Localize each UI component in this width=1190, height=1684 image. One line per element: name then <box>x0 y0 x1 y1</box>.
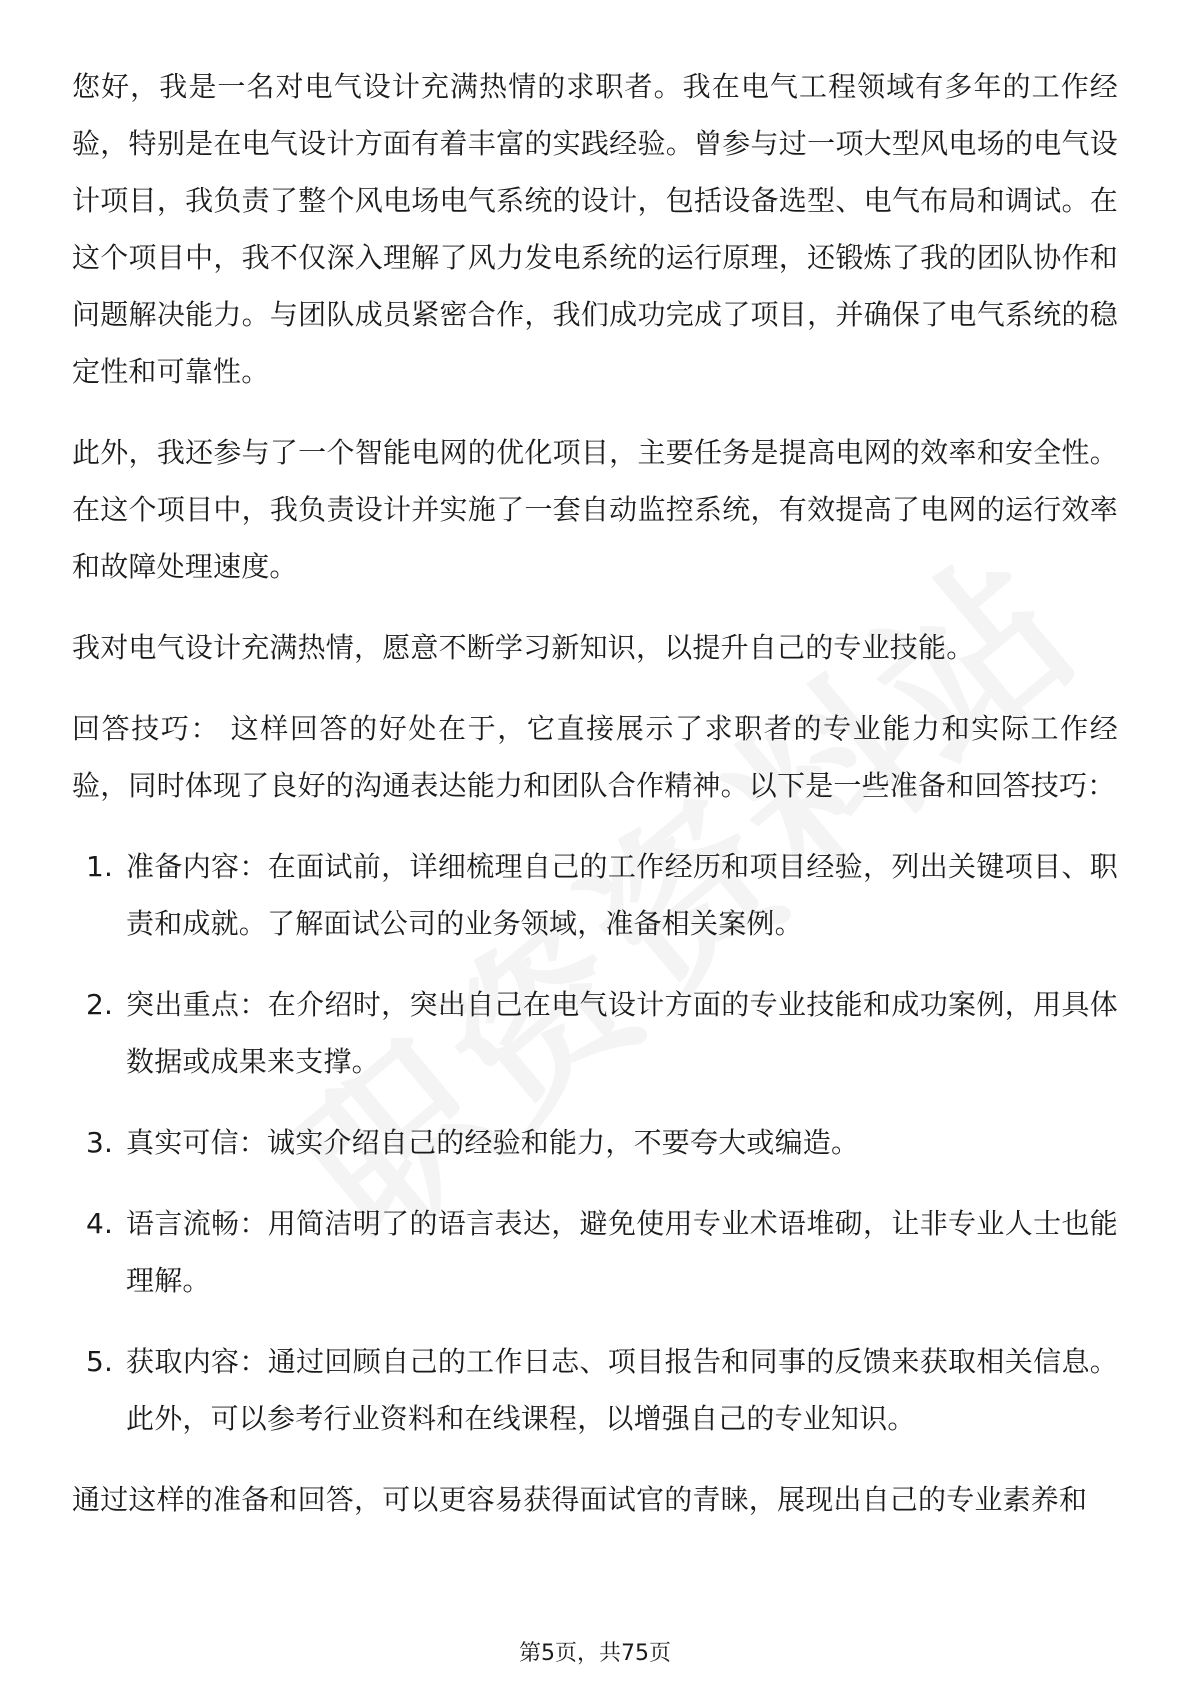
list-number: 4. <box>86 1207 114 1240</box>
list-item <box>72 1114 1118 1171</box>
list-item <box>72 976 1118 1090</box>
paragraph-passion: 我对电气设计充满热情，愿意不断学习新知识，以提升自己的专业技能。 <box>72 631 975 664</box>
paragraph-answer-tips: 回答技巧： 这样回答的好处在于，它直接展示了求职者的专业能力和实际工作经验，同时体现了良好的沟通表达能力和团队合作精神。以下是一些准备和回答技巧： <box>72 712 1118 802</box>
list-item-text: 准备内容：在面试前，详细梳理自己的工作经历和项目经验，列出关键项目、职责和成就。了解面试公司的业务领域，准备相关案例。 <box>126 850 1118 940</box>
list-number: 3. <box>86 1126 114 1159</box>
paragraph-smart-grid: 此外，我还参与了一个智能电网的优化项目，主要任务是提高电网的效率和安全性。在这个项目中，我负责设计并实施了一套自动监控系统，有效提高了电网的运行效率和故障处理速度。 <box>72 436 1118 583</box>
list-item-text: 获取内容：通过回顾自己的工作日志、项目报告和同事的反馈来获取相关信息。此外，可以参考行业资料和在线课程，以增强自己的专业知识。 <box>126 1345 1118 1435</box>
list-item <box>72 838 1118 952</box>
list-item-text: 突出重点：在介绍时，突出自己在电气设计方面的专业技能和成功案例，用具体数据或成果来支撑。 <box>126 988 1118 1078</box>
list-number: 5. <box>86 1345 114 1378</box>
list-item-text: 真实可信：诚实介绍自己的经验和能力，不要夸大或编造。 <box>126 1126 860 1159</box>
document-body <box>72 58 1118 1528</box>
paragraph-intro: 您好，我是一名对电气设计充满热情的求职者。我在电气工程领域有多年的工作经验，特别是在电气设计方面有着丰富的实践经验。曾参与过一项大型风电场的电气设计项目，我负责了整个风电场电气系统的设计，包括设备选型、电气布局和调试。在这个项目中，我不仅深入理解了风力发电系统的运行原理，还锻炼了我的团队协作和问题解决能力。与团队成员紧密合作，我们成功完成了项目，并确保了电气系统的稳定性和可靠性。 <box>72 70 1118 388</box>
list-item <box>72 1333 1118 1447</box>
page-number-footer: 第5页，共75页 <box>0 1640 1190 1668</box>
list-number: 1. <box>86 850 114 883</box>
list-number: 2. <box>86 988 114 1021</box>
tips-list <box>72 838 1118 1447</box>
list-item <box>72 1195 1118 1309</box>
paragraph-closing: 通过这样的准备和回答，可以更容易获得面试官的青睐，展现出自己的专业素养和 <box>72 1483 1088 1516</box>
list-item-text: 语言流畅：用简洁明了的语言表达，避免使用专业术语堆砌，让非专业人士也能理解。 <box>126 1207 1118 1297</box>
